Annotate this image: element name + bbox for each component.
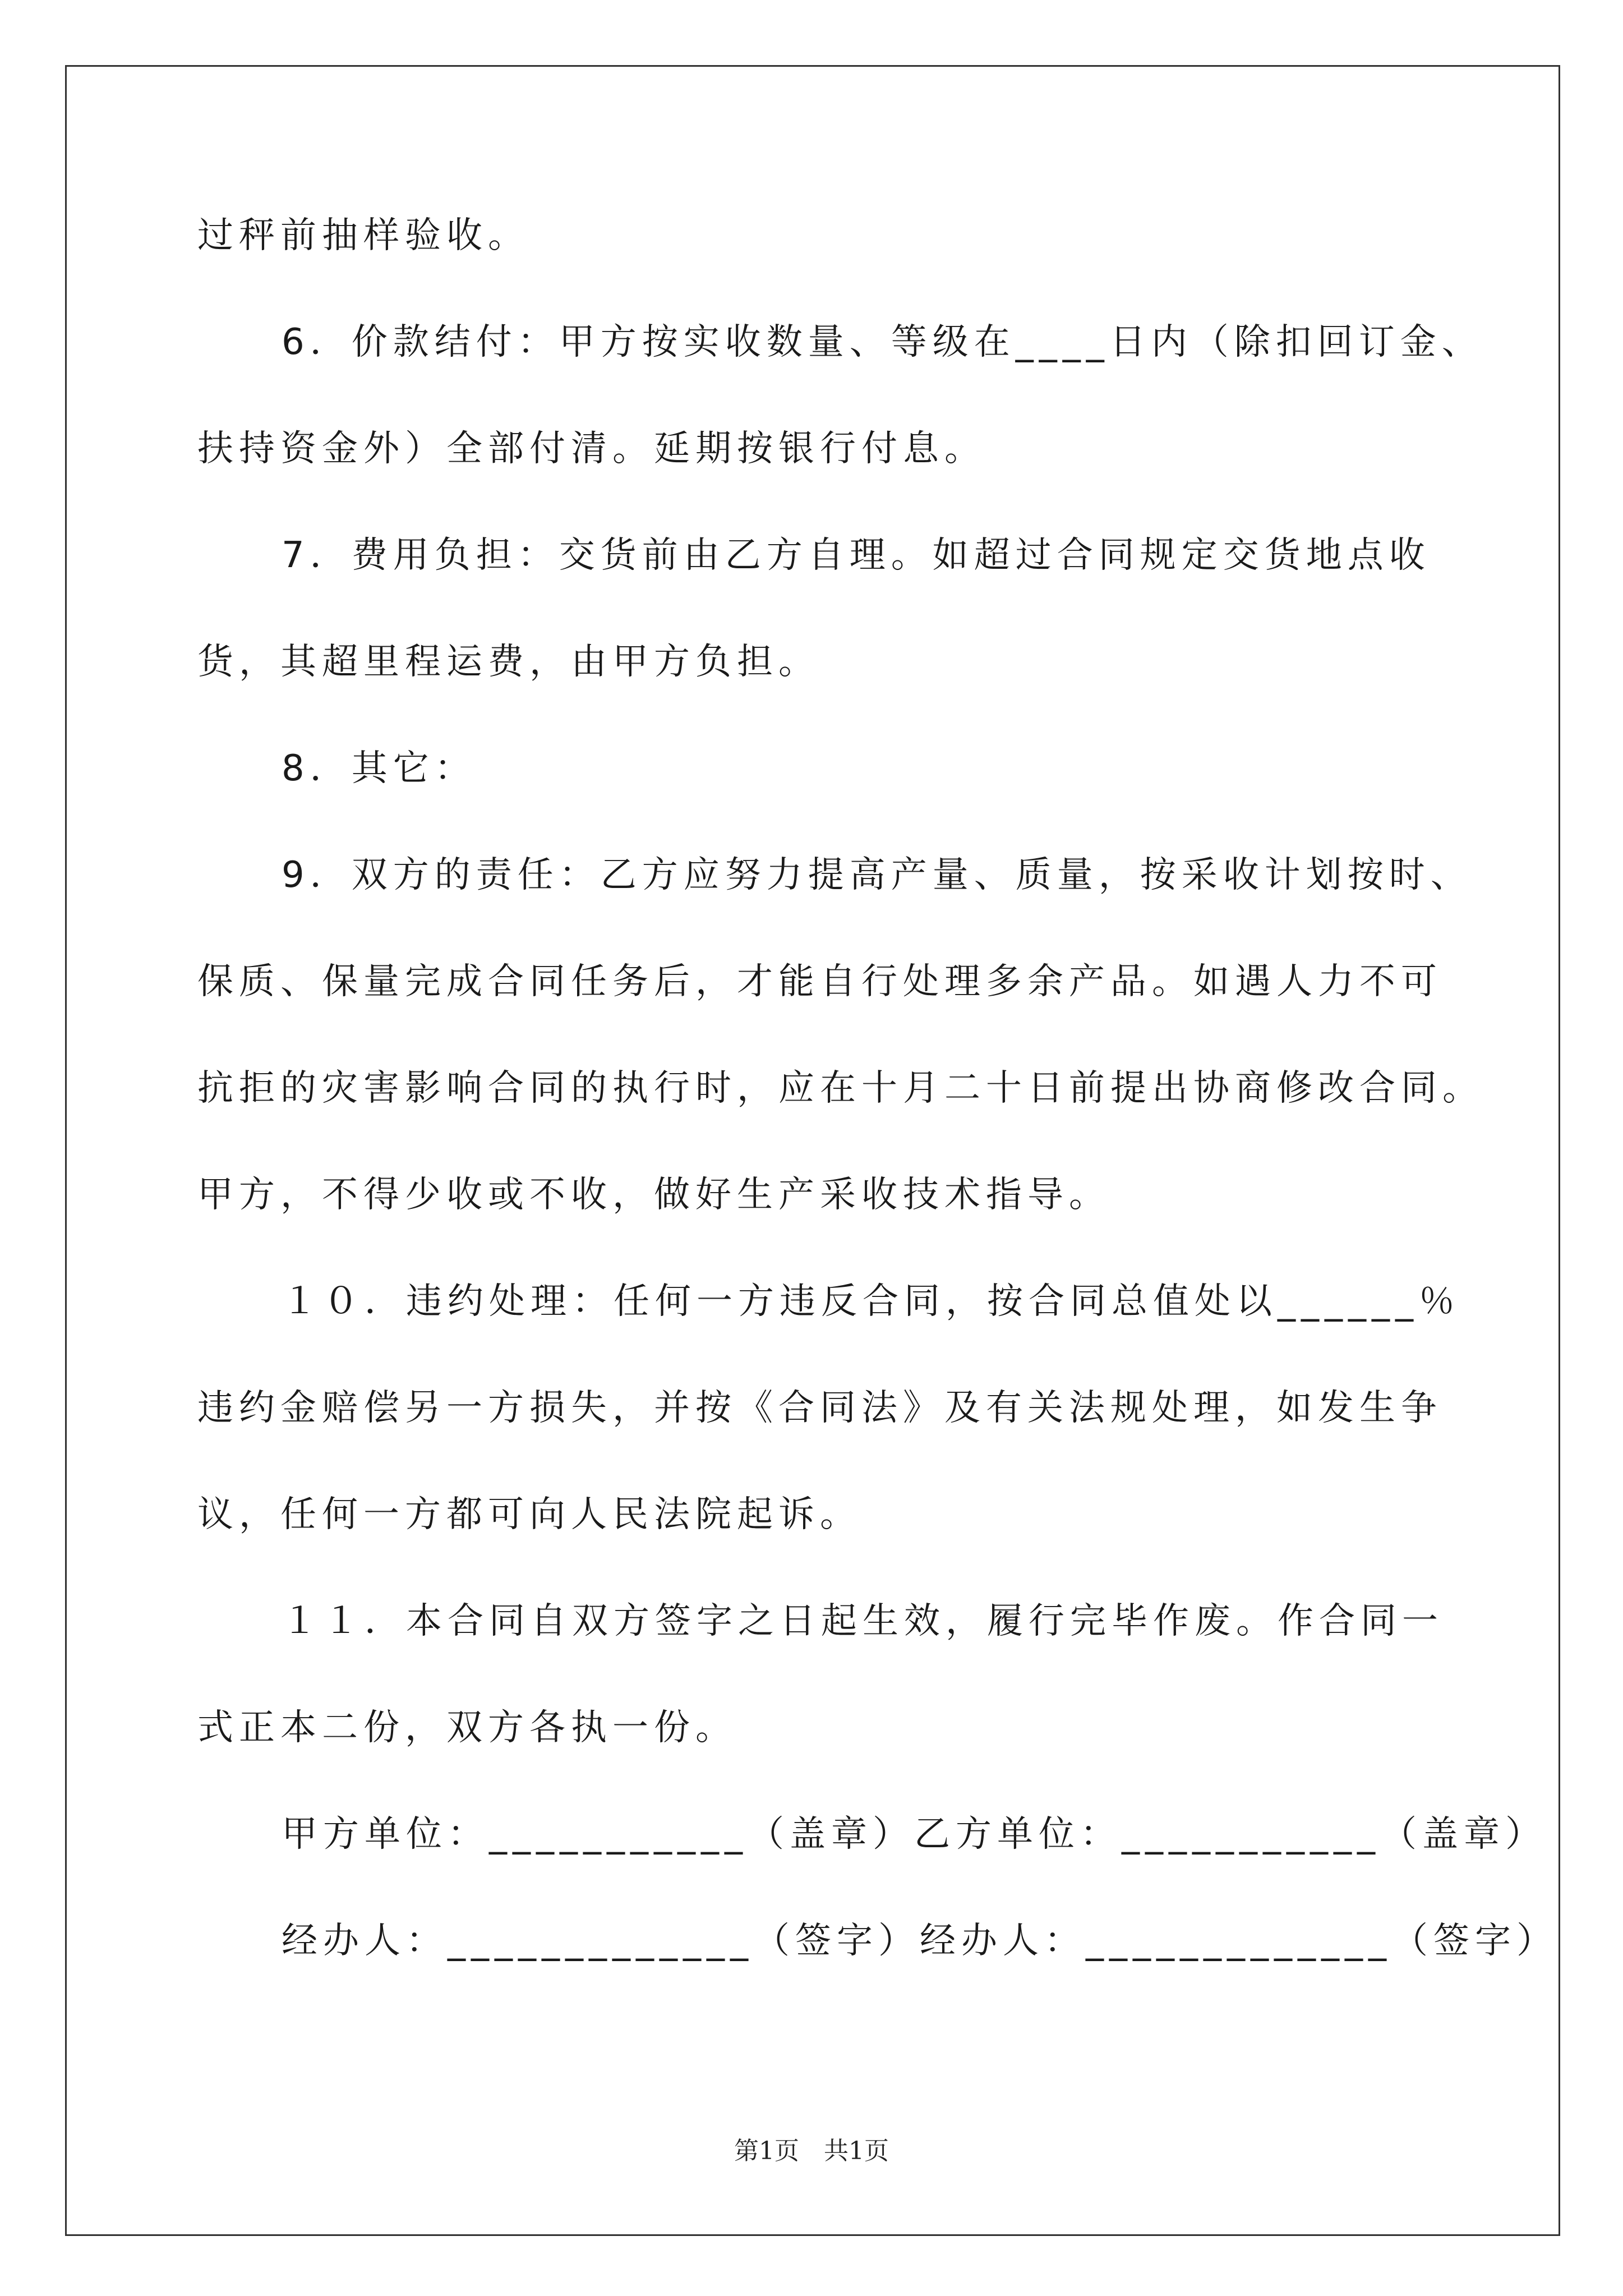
text-line: 式正本二份，双方各执一份。 — [197, 1707, 737, 1749]
clause-9: 9．双方的责任：乙方应努力提高产量、质量，按采收计划按时、 — [282, 854, 1472, 896]
clause-11: １１．本合同自双方签字之日起生效，履行完毕作废。作合同一 — [282, 1600, 1444, 1642]
text-line: 违约金赔偿另一方损失，并按《合同法》及有关法规处理，如发生争 — [197, 1387, 1442, 1429]
text-line: 甲方，不得少收或不收，做好生产采收技术指导。 — [197, 1174, 1110, 1216]
text-line: 议，任何一方都可向人民法院起诉。 — [197, 1494, 861, 1535]
clause-7: 7．费用负担：交货前由乙方自理。如超过合同规定交货地点收 — [282, 535, 1431, 576]
clause-10: １０．违约处理：任何一方违反合同，按合同总值处以______％ — [282, 1281, 1460, 1322]
text-line: 扶持资金外）全部付清。延期按银行付息。 — [197, 428, 986, 470]
text-line: 抗拒的灾害影响合同的执行时，应在十月二十日前提出协商修改合同。 — [197, 1068, 1484, 1109]
text-line: 过秤前抽样验收。 — [197, 215, 529, 256]
text-line: 保质、保量完成合同任务后，才能自行处理多余产品。如遇人力不可 — [197, 961, 1442, 1002]
text-line: 货，其超里程运费，由甲方负担。 — [197, 641, 820, 683]
page-number: 第1页 共1页 — [734, 2137, 889, 2165]
clause-6: 6．价款结付：甲方按实收数量、等级在____日内（除扣回订金、 — [282, 321, 1483, 363]
signature-unit-line: 甲方单位：___________（盖章）乙方单位：___________（盖章） — [282, 1814, 1547, 1855]
clause-8: 8．其它： — [282, 748, 476, 789]
signature-agent-line: 经办人：_____________（签字）经办人：_____________（签字） — [282, 1920, 1558, 1962]
page-border — [65, 65, 1560, 2236]
